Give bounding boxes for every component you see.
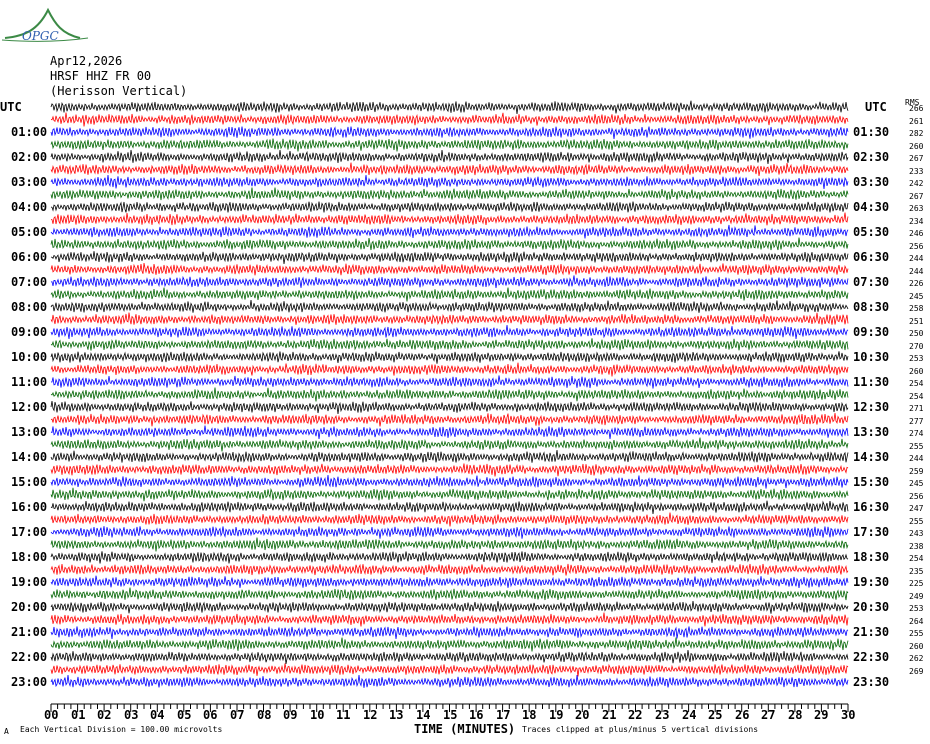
x-axis-title: TIME (MINUTES) [414, 722, 516, 736]
rms-value: 254 [909, 554, 924, 563]
rms-value: 256 [909, 491, 924, 501]
rms-value: 235 [909, 566, 924, 576]
rms-value: 234 [909, 216, 924, 226]
trace-line [51, 263, 848, 275]
date-label: Apr12,2026 [50, 54, 123, 68]
trace-line [51, 588, 848, 601]
trace-line [51, 576, 848, 588]
trace-line [51, 325, 848, 339]
rms-value: 254 [909, 379, 924, 388]
hour-label-right: 09:30 [853, 325, 890, 339]
hour-label-left: 19:00 [11, 575, 48, 589]
hour-label-left: 02:00 [11, 150, 48, 164]
trace-line [51, 450, 848, 463]
trace-line [51, 175, 848, 189]
trace-line [51, 113, 848, 127]
trace-line [51, 488, 848, 501]
trace-line [51, 551, 848, 563]
hour-label-left: 03:00 [11, 175, 48, 189]
rms-value: 244 [909, 266, 924, 276]
opgc-logo [2, 10, 88, 43]
division-note: Each Vertical Division = 100.00 microvolts [20, 725, 223, 734]
x-tick-label: 18 [522, 708, 537, 722]
station-label: HRSF HHZ FR 00 [50, 69, 152, 83]
hour-label-left: 20:00 [11, 600, 48, 614]
trace-line [51, 150, 848, 164]
hour-label-right: 05:30 [853, 225, 890, 239]
rms-value: 245 [909, 291, 924, 301]
rms-value: 226 [909, 279, 924, 288]
rms-value: 246 [909, 229, 924, 238]
rms-value: 258 [909, 304, 924, 313]
x-tick-label: 16 [469, 708, 484, 722]
trace-line [51, 613, 848, 627]
seismic-traces [51, 101, 848, 688]
x-tick-label: 11 [336, 708, 351, 722]
x-tick-label: 30 [841, 708, 856, 722]
rms-value: 251 [909, 316, 924, 326]
rms-value: 269 [909, 666, 924, 676]
x-tick-label: 04 [150, 708, 165, 722]
hour-label-left: 15:00 [11, 475, 48, 489]
hour-label-right: 12:30 [853, 400, 890, 414]
hour-label-right: 22:30 [853, 650, 890, 664]
trace-line [51, 313, 848, 326]
trace-line [51, 475, 848, 489]
hour-label-left: 12:00 [11, 400, 48, 414]
x-tick-label: 07 [230, 708, 245, 722]
hour-label-right: 08:30 [853, 300, 890, 314]
hour-label-left: 13:00 [11, 425, 48, 439]
rms-value: 244 [909, 454, 924, 463]
rms-value: 260 [909, 141, 924, 151]
hour-label-left: 04:00 [11, 200, 48, 214]
trace-line [51, 188, 848, 201]
hour-label-left: 18:00 [11, 550, 48, 564]
hour-label-right: 06:30 [853, 250, 890, 264]
rms-value: 256 [909, 241, 924, 251]
trace-line [51, 338, 848, 350]
hour-label-left: 11:00 [11, 375, 48, 389]
rms-value: 243 [909, 529, 924, 538]
trace-line [51, 663, 848, 676]
trace-line [51, 288, 848, 302]
hour-label-right: 03:30 [853, 175, 890, 189]
hour-label-right: 07:30 [853, 275, 890, 289]
x-tick-label: 23 [655, 708, 670, 722]
x-tick-label: 09 [283, 708, 298, 722]
hour-label-left: 01:00 [11, 125, 48, 139]
x-tick-label: 08 [257, 708, 272, 722]
rms-value: 225 [909, 579, 924, 588]
hour-label-left: 05:00 [11, 225, 48, 239]
hour-label-left: 17:00 [11, 525, 48, 539]
clipping-note: Traces clipped at plus/minus 5 vertical divisions [522, 725, 759, 734]
rms-value: 244 [909, 254, 924, 263]
hour-label-right: 13:30 [853, 425, 890, 439]
rms-value: 233 [909, 166, 924, 176]
hour-label-right: 16:30 [853, 500, 890, 514]
hour-label-right: 20:30 [853, 600, 890, 614]
rms-value: 253 [909, 604, 924, 613]
rms-value: 277 [909, 416, 924, 426]
trace-line [51, 650, 848, 664]
x-tick-label: 25 [708, 708, 723, 722]
trace-line [51, 413, 848, 426]
x-tick-label: 19 [549, 708, 564, 722]
hour-label-right: 18:30 [853, 550, 890, 564]
trace-line [51, 438, 848, 452]
trace-line [51, 351, 848, 363]
rms-value: 255 [909, 441, 924, 451]
x-tick-label: 20 [575, 708, 590, 722]
rms-value: 264 [909, 616, 924, 626]
x-tick-label: 05 [177, 708, 192, 722]
x-tick-label: 03 [124, 708, 139, 722]
hour-label-left: 07:00 [11, 275, 48, 289]
hour-label-right: 19:30 [853, 575, 890, 589]
trace-line [51, 139, 848, 152]
x-tick-label: 26 [735, 708, 750, 722]
x-tick-label: 29 [814, 708, 829, 722]
rms-value: 242 [909, 179, 924, 188]
rms-value: 271 [909, 404, 924, 413]
hour-label-left: 10:00 [11, 350, 48, 364]
hour-label-right: 10:30 [853, 350, 890, 364]
trace-line [51, 626, 848, 639]
hour-label-right: 23:30 [853, 675, 890, 689]
x-tick-label: 22 [628, 708, 643, 722]
hour-label-right: 04:30 [853, 200, 890, 214]
x-tick-label: 13 [389, 708, 404, 722]
utc-right-label: UTC [865, 100, 887, 114]
x-tick-label: 17 [496, 708, 511, 722]
rms-value: 267 [909, 154, 924, 163]
rms-value: 260 [909, 366, 924, 376]
trace-line [51, 464, 848, 477]
rms-value: 274 [909, 429, 924, 438]
hour-label-left: 21:00 [11, 625, 48, 639]
trace-line [51, 101, 848, 114]
trace-line [51, 526, 848, 539]
trace-line [51, 426, 848, 439]
opgc-logo-text: OPGC [22, 29, 59, 43]
x-tick-label: 24 [682, 708, 697, 722]
x-tick-label: 01 [71, 708, 86, 722]
x-tick-label: 21 [602, 708, 617, 722]
rms-value: 247 [909, 504, 924, 513]
hour-label-left: 06:00 [11, 250, 48, 264]
x-tick-label: 06 [203, 708, 218, 722]
trace-line [51, 388, 848, 402]
hour-label-right: 01:30 [853, 125, 890, 139]
rms-value: 260 [909, 641, 924, 651]
hour-label-right: 17:30 [853, 525, 890, 539]
rms-value: 261 [909, 116, 924, 126]
trace-line [51, 401, 848, 414]
x-tick-label: 27 [761, 708, 776, 722]
trace-line [51, 538, 848, 552]
scale-mark: A [4, 727, 9, 736]
hour-label-left: 14:00 [11, 450, 48, 464]
x-tick-label: 12 [363, 708, 378, 722]
trace-line [51, 163, 848, 176]
rms-value: 263 [909, 204, 924, 213]
trace-line [51, 501, 848, 514]
rms-value: 255 [909, 629, 924, 638]
hour-label-right: 11:30 [853, 375, 890, 389]
rms-value: 238 [909, 541, 924, 551]
trace-line [51, 564, 848, 576]
trace-line [51, 275, 848, 288]
utc-left-label: UTC [0, 100, 22, 114]
hour-label-right: 15:30 [853, 475, 890, 489]
x-tick-label: 15 [443, 708, 458, 722]
rms-value: 250 [909, 329, 924, 338]
rms-value: 262 [909, 654, 924, 663]
trace-line [51, 601, 848, 614]
trace-line [51, 225, 848, 238]
rms-value: 259 [909, 466, 924, 476]
rms-value: 245 [909, 479, 924, 488]
x-tick-label: 10 [310, 708, 325, 722]
hour-label-left: 09:00 [11, 325, 48, 339]
x-tick-label: 00 [44, 708, 59, 722]
hour-label-left: 08:00 [11, 300, 48, 314]
x-tick-label: 02 [97, 708, 112, 722]
rms-value: 270 [909, 341, 924, 351]
x-tick-label: 14 [416, 708, 431, 722]
rms-value: 255 [909, 516, 924, 526]
rms-value: 253 [909, 354, 924, 363]
trace-line [51, 675, 848, 688]
rms-value: 282 [909, 129, 924, 138]
hour-label-right: 14:30 [853, 450, 890, 464]
rms-value: 249 [909, 591, 924, 601]
rms-value: 254 [909, 391, 924, 401]
trace-line [51, 213, 848, 226]
hour-label-right: 21:30 [853, 625, 890, 639]
x-tick-label: 28 [788, 708, 803, 722]
trace-line [51, 127, 848, 139]
rms-value: 267 [909, 191, 924, 201]
trace-line [51, 202, 848, 213]
hour-label-left: 22:00 [11, 650, 48, 664]
rms-heading: RMS [905, 98, 920, 107]
rms-value: 266 [909, 104, 924, 113]
hour-label-left: 16:00 [11, 500, 48, 514]
hour-label-left: 23:00 [11, 675, 48, 689]
trace-line [51, 363, 848, 377]
hour-label-right: 02:30 [853, 150, 890, 164]
trace-line [51, 375, 848, 388]
location-label: (Herisson Vertical) [50, 84, 188, 98]
trace-line [51, 638, 848, 652]
trace-line [51, 251, 848, 264]
trace-line [51, 238, 848, 251]
trace-line [51, 513, 848, 527]
trace-line [51, 300, 848, 313]
